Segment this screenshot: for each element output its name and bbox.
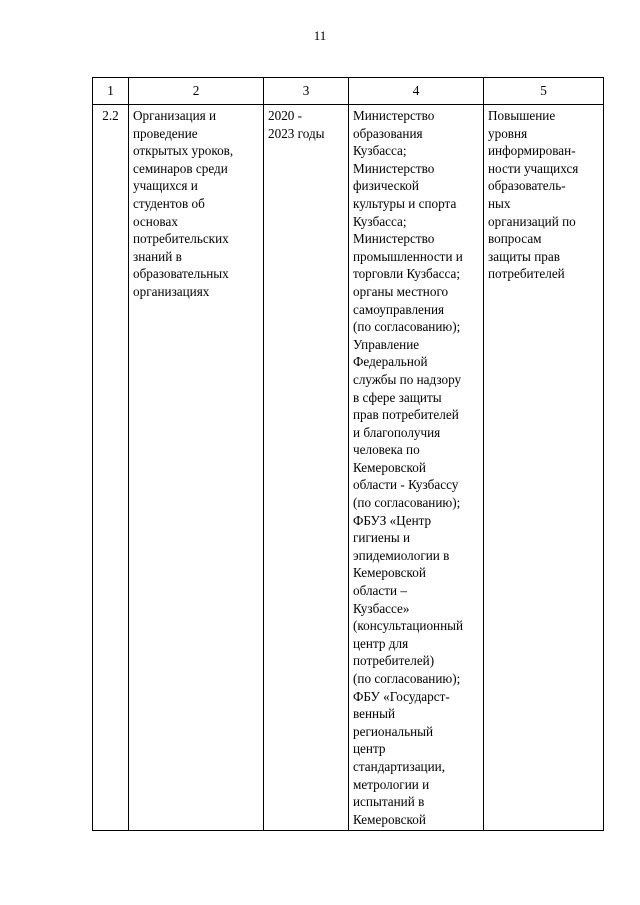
cell-text-line: ных [488,195,511,211]
cell-text-line: Кемеровской [353,811,426,827]
header-cell: 5 [484,78,604,105]
cell-text-line: службы по надзору [353,371,462,387]
cell-text-line: учащихся и [133,178,198,194]
cell-text-line: потребителей) [353,653,435,669]
cell-text-line: области – [353,583,407,599]
cell-text-line: основах [133,213,178,229]
cell-text-line: венный [353,706,396,722]
cell-text-line: потребительских [133,231,229,247]
cell-text-line: физической [353,178,419,194]
cell-text-line: и благополучия [353,424,441,440]
cell-text-line: Федеральной [353,354,428,370]
cell-text-line: образователь- [488,178,566,194]
cell-text-line: информирован- [488,143,576,159]
cell-text-line: испытаний в [353,794,425,810]
cell-text-line: потребителей [488,266,565,282]
cell-text-line: торговли Кузбасса; [353,266,460,282]
cell-text-line: образовательных [133,266,229,282]
cell-text-line: ФБУ «Государст- [353,688,450,704]
header-cell: 3 [264,78,349,105]
cell-text-line: Министерство [353,108,435,123]
cell-text-line: уровня [488,125,528,141]
cell-text-line: ФБУЗ «Центр [353,512,432,528]
result-cell [484,105,604,831]
cell-text-line: 2020 - [268,108,303,123]
cell-text-line: Организация и [133,108,217,123]
cell-text-line: органы местного [353,283,449,299]
cell-text-line: (по согласованию); [353,319,461,335]
cell-text-line: прав потребителей [353,407,459,423]
cell-text-line: организаций по [488,213,576,229]
cell-text-line: открытых уроков, [133,143,234,159]
cell-text-line: центр для [353,635,409,651]
period-cell [264,105,349,831]
cell-text-line: Министерство [353,160,435,176]
cell-text-line: области - Кузбассу [353,477,459,493]
cell-text-line: семинаров среди [133,160,228,176]
cell-text-line: культуры и спорта [353,195,457,211]
table-header-row [93,78,604,105]
cell-text-line: ности учащихся [488,160,579,176]
cell-text-line: метрологии и [353,776,430,792]
cell-text-line: проведение [133,125,198,141]
cell-text-line: стандартизации, [353,758,446,774]
activity-cell [129,105,264,831]
cell-text-line: Кузбасса; [353,143,407,159]
cell-text-line: самоуправления [353,301,445,317]
cell-text-line: эпидемиологии в [353,547,450,563]
cell-text-line: Кузбассе» [353,600,410,616]
cell-text-line: знаний в [133,248,182,264]
cell-text-line: Министерство [353,231,435,247]
cell-text-line: Управление [353,336,420,352]
cell-text-line: защиты прав [488,248,560,264]
cell-text-line: вопросам [488,231,542,247]
row-number-cell: 2.2 [93,105,129,831]
cell-text-line: Повышение [488,108,556,123]
cell-text-line: гигиены и [353,530,411,546]
header-cell: 1 [93,78,129,105]
cell-text-line: Кемеровской [353,459,426,475]
cell-text-line: (по согласованию); [353,671,461,686]
plan-table [92,77,604,831]
executors-cell [349,105,484,831]
header-cell: 4 [349,78,484,105]
cell-text-line: организациях [133,283,210,299]
cell-text-line: 2023 годы [268,125,325,141]
cell-text-line: в сфере защиты [353,389,442,405]
cell-text-line: студентов об [133,195,205,211]
cell-text-line: человека по [353,442,420,458]
cell-text-line: (консультационный [353,618,464,634]
cell-text-line: Кемеровской [353,565,426,581]
cell-text-line: центр [353,741,386,757]
header-cell: 2 [129,78,264,105]
cell-text-line: Кузбасса; [353,213,407,229]
cell-text-line: (по согласованию); [353,495,461,511]
table-row [93,105,604,831]
cell-text-line: промышленности и [353,248,463,264]
cell-text-line: образования [353,125,423,141]
cell-text-line: региональный [353,723,434,739]
page-number: 11 [313,28,327,43]
